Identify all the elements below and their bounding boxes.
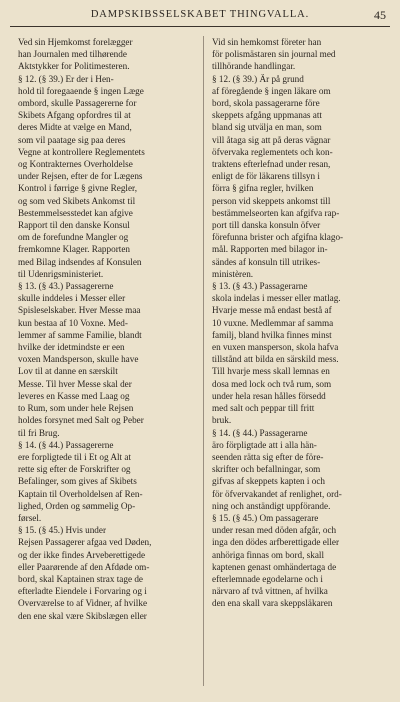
text-line: bland sig utvälja en man, som [212, 122, 322, 133]
text-line: enligt de för läkarens tillsyn i [212, 171, 320, 182]
text-line: hold til foregaaende § ingen Læge [18, 85, 144, 96]
text-line: för polismästaren sin journal med [212, 49, 336, 60]
text-line: § 15. (§ 45.) Om passagerare [212, 512, 319, 523]
text-line: ombord, skulle Passagererne for [18, 98, 137, 109]
text-line: Vid sin hemkomst företer han [212, 37, 322, 47]
text-line: ning och anständigt uppförande. [212, 500, 331, 511]
text-line: Overværelse to af Vidner, af hvilke [18, 598, 148, 609]
text-line: Lov til at danne en særskilt [18, 366, 118, 377]
text-line: inga den dödes arfberettigade eller [212, 537, 340, 548]
text-line: Aktstykker for Politimesteren. [18, 61, 130, 72]
text-line: under Rejsen, efter de for Lægens [18, 171, 143, 182]
text-line: § 12. (§ 39.) Är på grund [212, 73, 304, 84]
text-line: § 14. (§ 44.) Passagererne [18, 439, 114, 450]
text-line: bruk. [212, 415, 232, 426]
text-line: ere forpligtede til i Et og Alt at [18, 451, 132, 462]
text-line: rette sig efter de Forskrifter og [18, 464, 131, 475]
text-line: § 13. (§ 43.) Passagerarne [212, 281, 308, 292]
column-divider [203, 36, 204, 686]
text-line: traktens efterlefnad under resan, [212, 159, 331, 170]
page-number: 45 [374, 8, 386, 22]
text-line: vill åtaga sig att på deras vägnar [212, 134, 331, 145]
text-line: efterladte Eiendele i Forvaring og i [18, 586, 147, 597]
text-line: leveres en Kasse med Laag og [18, 390, 130, 401]
left-column-danish [18, 36, 198, 622]
text-line: lighed, Orden og sømmelig Op- [18, 500, 136, 511]
text-line: anhöriga finnas om bord, skall [212, 549, 325, 560]
text-line: den ene skal være Skibslægen eller [18, 610, 147, 621]
text-line: förra § gifna regler, hvilken [212, 183, 314, 194]
text-line: en vuxen mansperson, skola hafva [212, 342, 339, 353]
text-line: skeppets afgång uppmanas att [212, 110, 322, 121]
text-line: bord, skola passagerarne före [212, 98, 320, 109]
text-line: kaptenen genast omhändertaga de [212, 561, 337, 572]
text-line: § 15. (§ 45.) Hvis under [18, 525, 107, 536]
text-line: med Bilag indsendes af Konsulen [18, 256, 142, 267]
text-line: holdes forsynet med Salt og Peber [18, 415, 144, 426]
text-line: bord, skal Kaptainen strax tage de [18, 573, 144, 584]
text-line: deres Midte at vælge en Mand, [18, 122, 132, 133]
text-line: sändes af konsuln till utrikes- [212, 256, 321, 267]
text-line: Spisleselskaber. Hver Messe maa [18, 305, 141, 316]
text-line: Till hvarje mess skall lemnas en [212, 366, 330, 377]
text-line: Hvarje messe må endast bestå af [212, 305, 332, 316]
text-line: familj, bland hvilka finnes minst [212, 329, 332, 340]
text-line: med salt och peppar till fritt [212, 403, 315, 414]
text-line: tillhörande handlingar. [212, 61, 296, 72]
text-line: voxen Mandsperson, skulle have [18, 354, 139, 365]
text-line: skulle inddeles i Messer eller [18, 293, 126, 304]
text-line: mål. Rapporten med bilagor in- [212, 244, 328, 255]
text-line: Befalinger, som gives af Skibets [18, 476, 137, 487]
text-line: äro förpligtade att i alla hän- [212, 439, 317, 450]
text-line: Rejsen Passagerer afgaa ved Døden, [18, 537, 152, 548]
text-line: kun bestaa af 10 Voxne. Med- [18, 317, 128, 328]
text-line: efterlemnade egodelarne och i [212, 573, 323, 584]
right-column-swedish [212, 36, 392, 610]
text-line: Skibets Afgang opfordres til at [18, 110, 131, 121]
text-line: Ved sin Hjemkomst forelægger [18, 37, 133, 47]
text-line: bestämmelseorten kan afgifva rap- [212, 207, 340, 218]
text-line: Rapport til den danske Konsul [18, 220, 130, 231]
text-line: eller Paarørende af den Afdøde om- [18, 561, 150, 572]
text-line: port till danska konsuln öfver [212, 220, 321, 231]
text-line: skrifter och befallningar, som [212, 464, 321, 475]
text-line: og der ikke findes Arveberettigede [18, 549, 146, 560]
text-line: skola indelas i messer eller matlag. [212, 293, 341, 304]
text-line: Messe. Til hver Messe skal der [18, 378, 132, 389]
running-header [10, 6, 390, 27]
text-line: og Kontrakternes Overholdelse [18, 159, 133, 170]
text-line: Vegne at kontrollere Reglementets [18, 146, 145, 157]
text-line: Kaptain til Overholdelsen af Ren- [18, 488, 143, 499]
text-line: under resan med döden afgår, och [212, 525, 337, 536]
text-line: öfvervaka reglementets och kon- [212, 146, 333, 157]
text-line: fremkomne Klager. Rapporten [18, 244, 130, 255]
text-line: som vil paatage sig paa deres [18, 134, 126, 145]
text-line: närvaro af två vittnen, af hvilka [212, 586, 328, 597]
text-line: førsel. [18, 512, 42, 523]
text-line: Bestemmelsesstedet kan afgive [18, 207, 133, 218]
text-line: og som ved Skibets Ankomst til [18, 195, 136, 206]
text-line: tillstånd att bilda en särskild mess. [212, 354, 339, 365]
text-line: ministèren. [212, 268, 254, 279]
text-line: seenden rätta sig efter de före- [212, 451, 324, 462]
text-line: § 13. (§ 43.) Passagererne [18, 281, 114, 292]
text-line: han Journalen med tilhørende [18, 49, 127, 60]
text-line: til fri Brug. [18, 427, 60, 438]
text-line: förefunna brister och afgifna klago- [212, 232, 344, 243]
text-line: Kontrol i førrige § givne Regler, [18, 183, 138, 194]
text-line: dosa med lock och två rum, som [212, 378, 332, 389]
text-line: om de forefundne Mangler og [18, 232, 129, 243]
text-line: hvilke der idetmindste er een [18, 342, 125, 353]
text-line: lemmer af samme Familie, blandt [18, 329, 142, 340]
text-line: för öfvervakandet af renlighet, ord- [212, 488, 342, 499]
text-line: to Rum, som under hele Rejsen [18, 403, 134, 414]
text-line: § 14. (§ 44.) Passagerarne [212, 427, 308, 438]
text-line: under hela resan hålles försedd [212, 390, 326, 401]
text-line: 10 vuxne. Medlemmar af samma [212, 317, 334, 328]
header-title: DAMPSKIBSSELSKABET THINGVALLA. [90, 9, 310, 20]
text-line: den ena skall vara skeppsläkaren [212, 598, 333, 609]
text-line: § 12. (§ 39.) Er der i Hen- [18, 73, 114, 84]
text-line: af föregående § ingen läkare om [212, 85, 331, 96]
text-line: person vid skeppets ankomst till [212, 195, 331, 206]
text-line: til Udenrigsministeriet. [18, 268, 104, 279]
text-line: gifvas af skeppets kapten i och [212, 476, 326, 487]
